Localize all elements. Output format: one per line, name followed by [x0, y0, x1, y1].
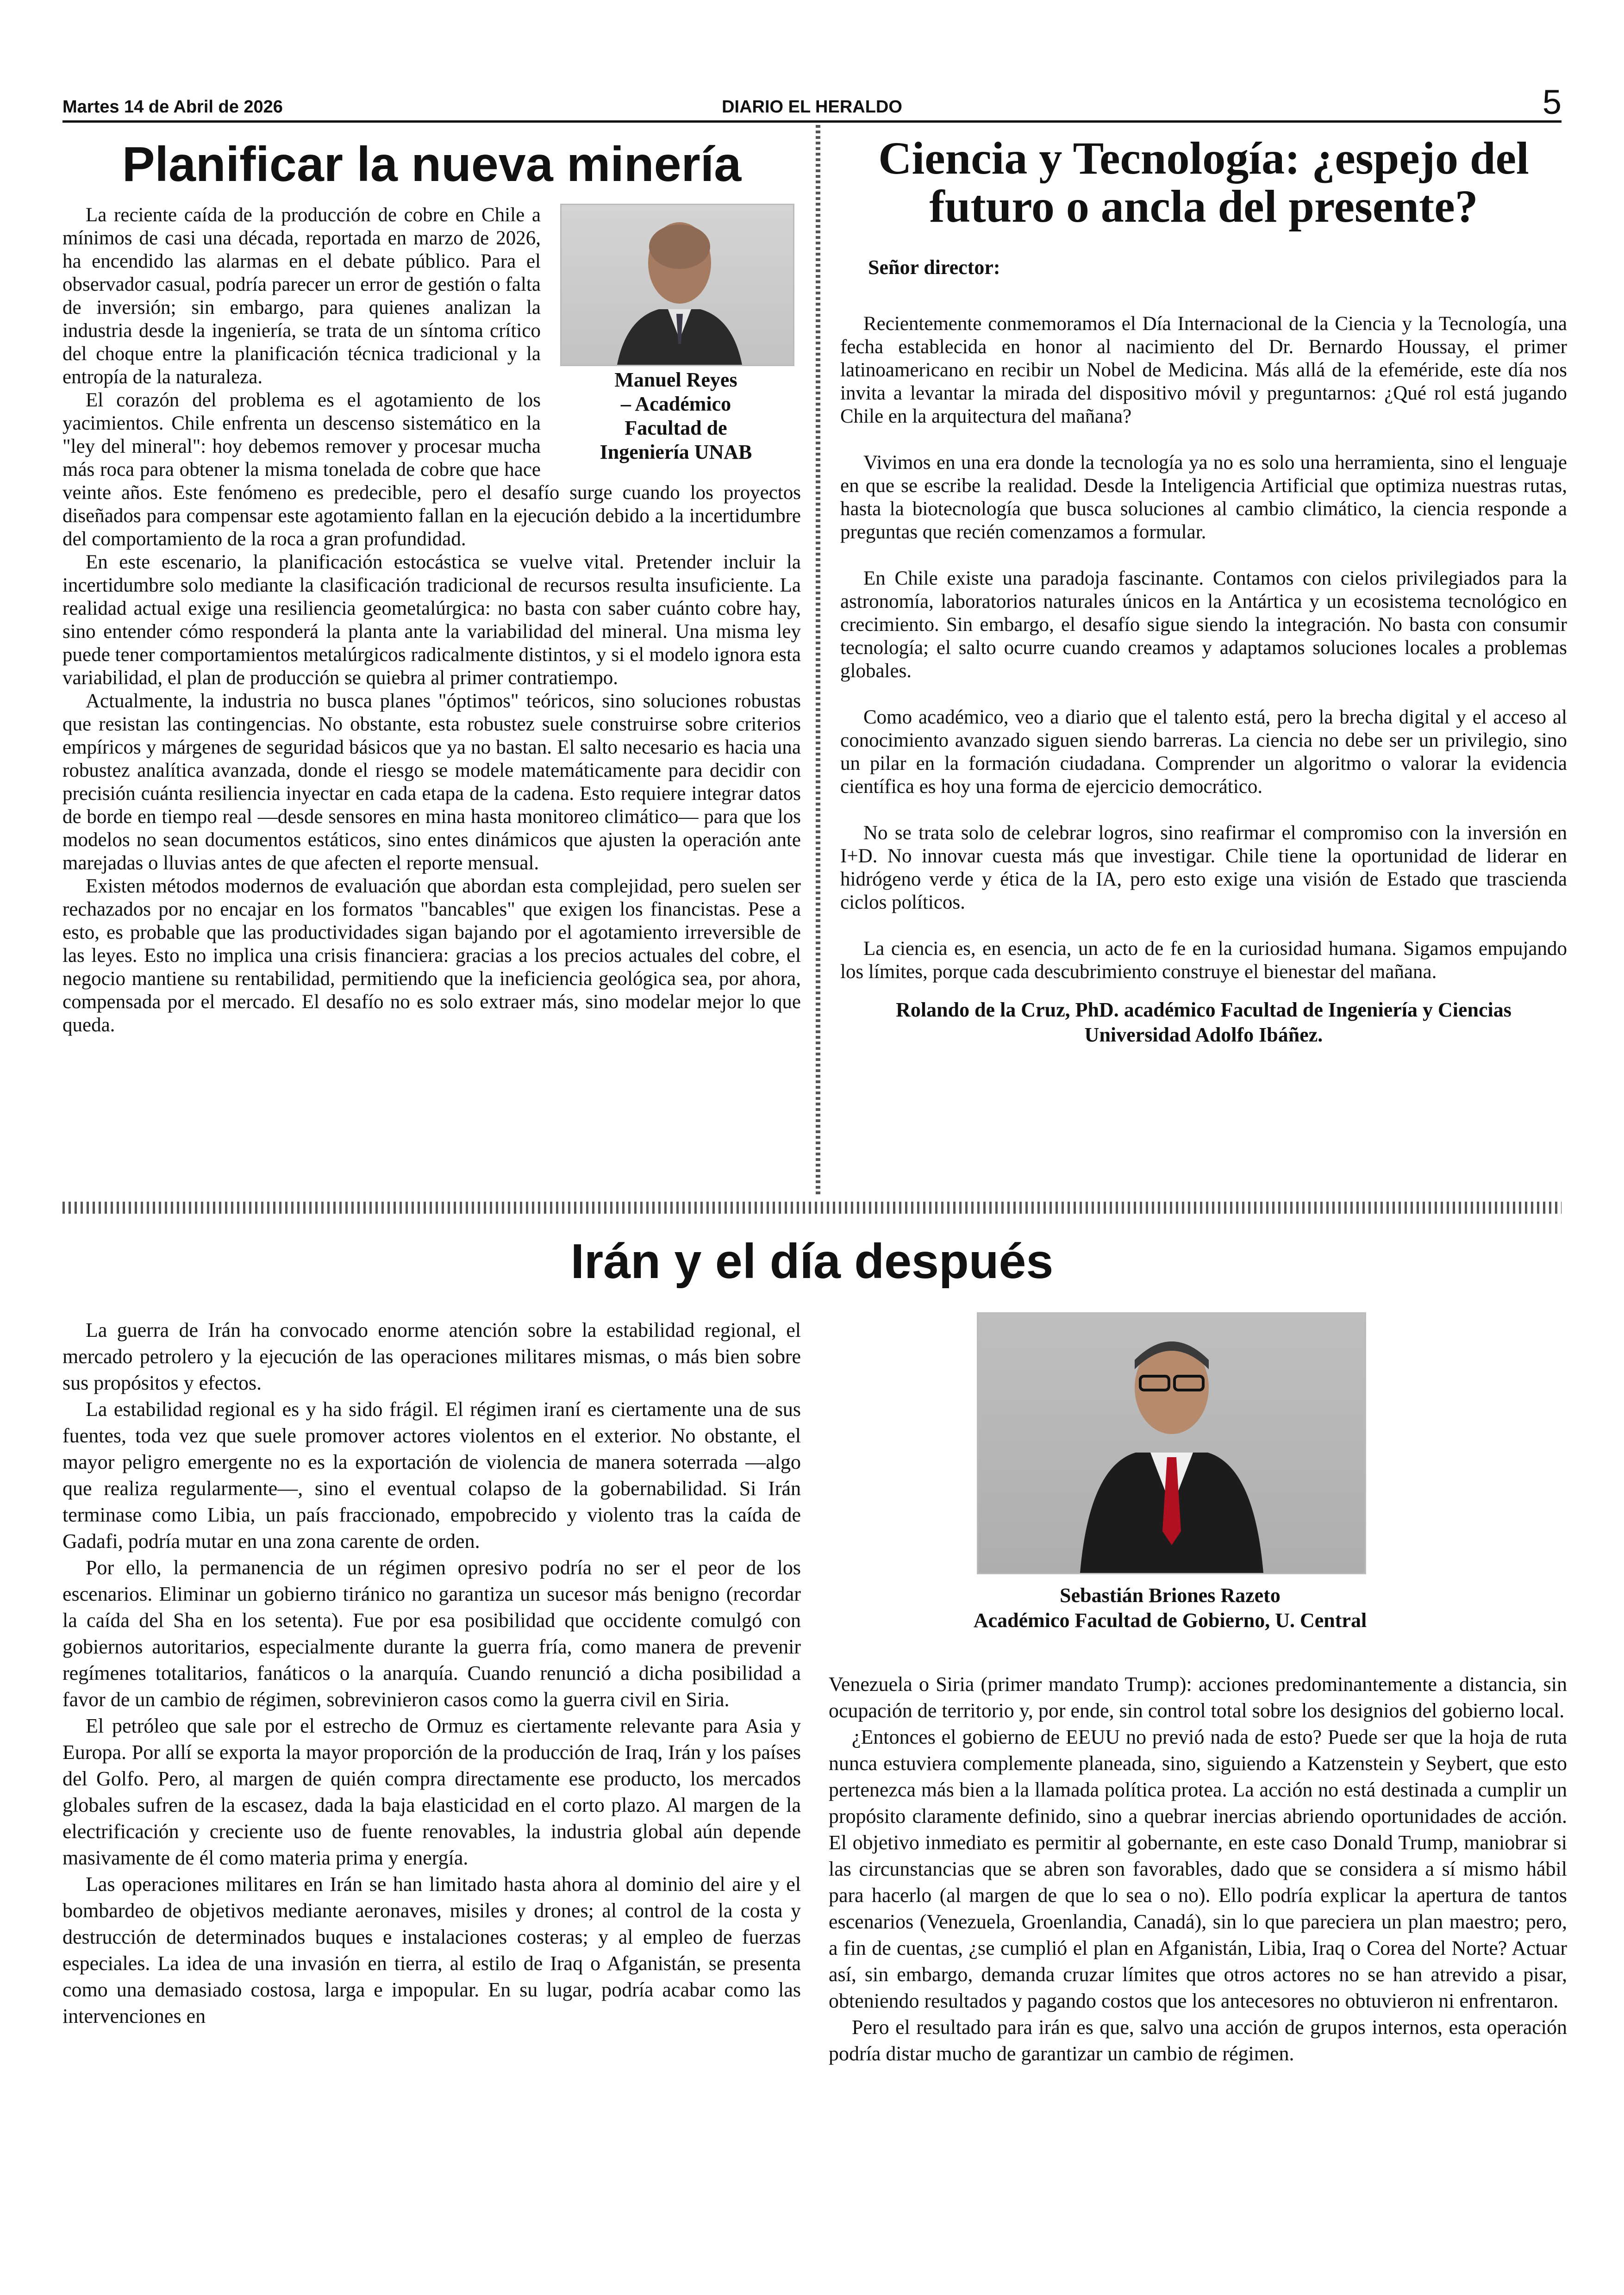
author-photo-float — [551, 204, 801, 463]
paragraph: El petróleo que sale por el estrecho de Ormuz es ciertamente relevante para Asia y Europa. Por allí se exporta la mayor proporción de la producción de Iraq, Irán y los países del Golfo. Pero, al margen de quién compra directamente ese producto, los mercados globales sufren de la escasez, dada la baja elasticidad en el corto plazo. Al margen de la electrificación y creciente uso de fuente renovables, la industria global aún depende masivamente de él como materia prima y energía. — [62, 1715, 801, 1869]
paragraph: En Chile existe una paradoja fascinante. Contamos con cielos privilegiados para la astronomía, laboratorios naturales únicos en la Antártica y un ecosistema tecnológico en crecimiento. Sin embargo, el desafío sigue siendo la integración. No basta con consumir tecnología; el salto ocurre cuando creamos y adaptamos soluciones locales a problemas globales. — [840, 568, 1567, 682]
paragraph: El corazón del problema es el agotamiento de los yacimientos. Chile enfrenta un descenso sistemático en la "ley del mineral": hoy debemos remover y procesar mucha más roca para obtener la misma tonelada de cobre que hace veinte años. Este fenómeno es predecible, pero el desafío surge cuando los proyectos diseñados para compensar este agotamiento fallan en la ejecución debido a la incertidumbre del comportamiento de la roca a gran profundidad. — [62, 389, 801, 550]
paragraph: La ciencia es, en esencia, un acto de fe en la curiosidad humana. Sigamos empujando los límites, porque cada descubrimiento construye el bienestar del mañana. — [840, 938, 1567, 983]
article-mineria — [62, 134, 801, 1037]
article-iran-right-column — [829, 1671, 1567, 2067]
issue-date: Martes 14 de Abril de 2026 — [62, 97, 283, 117]
paragraph: Por ello, la permanencia de un régimen opresivo podría no ser el peor de los escenarios. Eliminar un gobierno tiránico no garantiza un sucesor más benigno (recordar la caída del Sha en los setenta). Fue por esa posibilidad que occidente comulgó con gobiernos autoritarios, especialmente durante la guerra fría, como manera de prevenir regímenes totalitarios, fanáticos o la anarquía. Cuando renunció a dicha posibilidad a favor de un cambio de régimen, sobrevinieron casos como la guerra civil en Siria. — [62, 1556, 801, 1711]
section-divider-horizontal — [62, 1202, 1562, 1214]
article-ciencia-title: Ciencia y Tecnología: ¿espejo del futuro o ancla del presente? — [878, 132, 1529, 232]
letter-salutation: Señor director: — [868, 256, 1000, 279]
author-role: Académico Facultad de Gobierno, U. Central — [973, 1609, 1367, 1632]
paragraph: La reciente caída de la producción de cobre en Chile a mínimos de casi una década, reportada en marzo de 2026, ha encendido las alarmas en el debate público. Para el observador casual, podría parecer un error de gestión o falta de inversión; sin embargo, para quienes analizan la industria desde la ingeniería, se trata de un síntoma crítico del choque entre la planificación técnica tradicional y la entropía de la naturaleza. — [62, 204, 541, 388]
paragraph: Venezuela o Siria (primer mandato Trump): acciones predominantemente a distancia, sin ocupación de territorio y, por ende, sin control total sobre los designios del gobierno local. — [829, 1673, 1567, 1722]
article-ciencia-body — [840, 312, 1567, 984]
newspaper-name: DIARIO EL HERALDO — [722, 97, 902, 117]
paragraph: No se trata solo de celebrar logros, sino reafirmar el compromiso con la inversión en I+D. No innovar cuesta más que investigar. Chile tiene la oportunidad de liderar en hidrógeno verde y ética de la IA, pero esto exige una visión de Estado que trascienda ciclos políticos. — [840, 822, 1567, 913]
person-silhouette-icon — [562, 205, 793, 365]
article-iran-left-column — [62, 1317, 801, 2029]
page-number: 5 — [1542, 83, 1562, 121]
article-mineria-title: Planificar la nueva minería — [122, 137, 742, 192]
person-silhouette-icon — [978, 1314, 1365, 1573]
paragraph: Actualmente, la industria no busca planes "óptimos" teóricos, sino soluciones robustas que resistan las contingencias. No obstante, esta robustez suele construirse sobre criterios empíricos y márgenes de seguridad básicos que ya no bastan. El salto necesario es hacia una robustez analítica avanzada, donde el riesgo se modele matemáticamente para decidir con precisión cuánta resiliencia inyectar en cada etapa de la cadena. Esto requiere integrar datos de borde en tiempo real —desde sensores en mina hasta monitoreo climático— para que los modelos no sean documentos estáticos, sino entes dinámicos que ajusten la operación ante marejadas o lluvias antes de que afecten el reporte mensual. — [62, 690, 801, 874]
paragraph: Las operaciones militares en Irán se han limitado hasta ahora al dominio del aire y el bombardeo de objetivos mediante aeronaves, misiles y drones; al control de la costa y destrucción de determinados buques e instalaciones costeras; y al empleo de fuerzas especiales. La idea de una invasión en tierra, al estilo de Iraq o Afganistán, se presenta como una demasiado costosa, larga e impopular. En su lugar, podría acabar como las intervenciones en — [62, 1873, 801, 2027]
paragraph: Existen métodos modernos de evaluación que abordan esta complejidad, pero suelen ser rechazados por no encajar en los formatos "bancables" que exigen los financistas. Pese a esto, es probable que las productividades sigan bajando por el agotamiento irreversible de las leyes. Esto no implica una crisis financiera: gracias a los precios actuales del cobre, el negocio mantiene su rentabilidad, permitiendo que la ineficiencia geológica sea, por ahora, compensada por el mercado. El desafío no es solo extraer más, sino modelar mejor lo que queda. — [62, 875, 801, 1036]
paragraph: Como académico, veo a diario que el talento está, pero la brecha digital y el acceso al conocimiento avanzado siguen siendo barreras. La ciencia no debe ser un privilegio, sino un pilar en la formación ciudadana. Comprender un algoritmo o valorar la evidencia científica es hoy una forma de ejercicio democrático. — [840, 706, 1567, 798]
author-name: Sebastián Briones Razeto — [1060, 1584, 1280, 1607]
paragraph: La estabilidad regional es y ha sido frágil. El régimen iraní es ciertamente una de sus fuentes, toda vez que suele promover actores violentos en el exterior. No obstante, el mayor peligro emergente no es la exportación de violencia de manera soterrada —algo que realiza regularmente—, sino el eventual colapso de la gobernabilidad. Si Irán terminase como Libia, un país fraccionado, empobrecido y violento tras la caída de Gadafi, podría mutar en una zona carente de orden. — [62, 1398, 801, 1553]
paragraph: Pero el resultado para irán es que, salvo una acción de grupos internos, esta operación podría distar mucho de garantizar un cambio de régimen. — [829, 2016, 1567, 2065]
portrait-photo — [977, 1312, 1366, 1574]
column-divider-vertical — [816, 125, 820, 1194]
paragraph: Vivimos en una era donde la tecnología ya no es solo una herramienta, sino el lenguaje en que se escribe la realidad. Desde la Inteligencia Artificial que optimiza nuestras rutas, hasta la biotecnología que busca soluciones al cambio climático, la ciencia responde a preguntas que recién comenzamos a formular. — [840, 452, 1567, 543]
paragraph: La guerra de Irán ha convocado enorme atención sobre la estabilidad regional, el mercado petrolero y la ejecución de las operaciones militares mismas, o más bien sobre sus propósitos y efectos. — [62, 1319, 801, 1394]
paragraph: Recientemente conmemoramos el Día Internacional de la Ciencia y la Tecnología, una fecha establecida en honor al nacimiento del Dr. Bernardo Houssay, el primer latinoamericano en recibir un Nobel de Medicina. Más allá de la efeméride, este día nos invita a levantar la mirada del dispositivo móvil y preguntarnos: ¿Qué rol está jugando Chile en la arquitectura del mañana? — [840, 313, 1567, 427]
paragraph: En este escenario, la planificación estocástica se vuelve vital. Pretender incluir la incertidumbre solo mediante la clasificación tradicional de recursos resulta insuficiente. La realidad actual exige una resiliencia geometalúrgica: no basta con saber cuánto cobre hay, sino entender cómo responderá la planta ante la variabilidad del mineral. Una misma ley puede tener comportamientos metalúrgicos radicalmente distintos, y si el modelo ignora esta variabilidad, el plan de producción se quiebra al primer contratiempo. — [62, 551, 801, 689]
article-ciencia — [840, 134, 1567, 1048]
article-iran-title: Irán y el día después — [570, 1234, 1054, 1289]
article-mineria-body — [62, 204, 801, 1037]
author-caption: Manuel Reyes – Académico Facultad de Ingeniería UNAB — [600, 368, 752, 463]
portrait-photo — [560, 204, 794, 366]
letter-signature: Rolando de la Cruz, PhD. académico Facultad de Ingeniería y Ciencias Universidad Adolfo Ibáñez. — [896, 998, 1512, 1046]
paragraph: ¿Entonces el gobierno de EEUU no previó nada de esto? Puede ser que la hoja de ruta nunca estuviera complemente planeada, sino, siguiendo a Katzenstein y Seybert, que esto pertenezca más bien a la llamada política protea. La acción no está destinada a cumplir un propósito claramente definido, sino a quebrar inercias abriendo oportunidades de acción. El objetivo inmediato es permitir al gobernante, en este caso Donald Trump, maniobrar si las circunstancias que se abren son favorables, dado que se considera a sí mismo hábil para hacerlo (al margen de que lo sea o no). Ello podría explicar la apertura de tantos escenarios (Venezuela, Groenlandia, Canadá), sin lo que pareciera un plan maestro; pero, a fin de cuentas, ¿se cumplió el plan en Afganistán, Libia, Iraq o Corea del Norte? Actuar así, sin embargo, demanda cruzar límites que otros actores no se han atrevido a pisar, obteniendo resultados y pagando costos que los antecesores no obtuvieron ni enfrentaron. — [829, 1726, 1567, 2012]
page-header — [62, 83, 1562, 123]
